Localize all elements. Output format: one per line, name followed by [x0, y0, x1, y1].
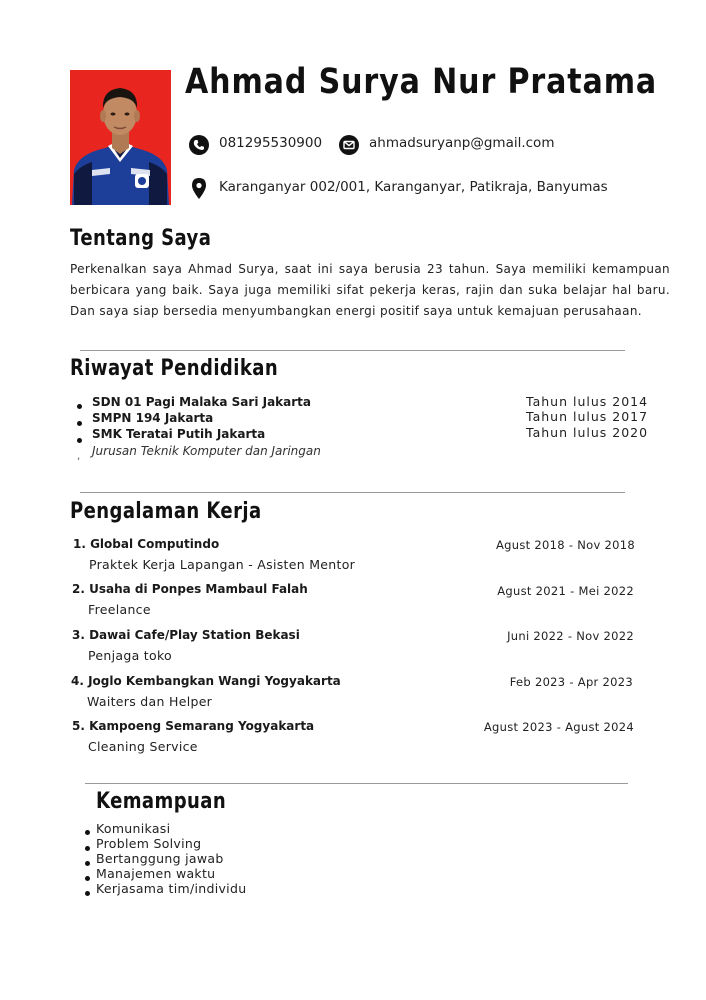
job-role: Freelance — [88, 602, 151, 617]
work-heading: Pengalaman Kerja — [70, 499, 262, 524]
education-year: Tahun lulus 2020 — [526, 425, 649, 440]
job-role: Penjaga toko — [88, 648, 172, 663]
skill-item: Kerjasama tim/individu — [96, 881, 247, 896]
job-date: Agust 2018 - Nov 2018 — [495, 538, 635, 552]
job-role: Cleaning Service — [88, 739, 198, 754]
section-divider — [85, 783, 628, 784]
job-title: 4. Joglo Kembangkan Wangi Yogyakarta — [71, 674, 341, 688]
bullet-icon — [85, 846, 90, 851]
section-divider — [80, 492, 625, 493]
job-date: Juni 2022 - Nov 2022 — [507, 629, 634, 643]
education-major: Jurusan Teknik Komputer dan Jaringan — [92, 444, 321, 458]
phone-icon — [189, 135, 209, 155]
comma-mark: , — [77, 451, 81, 462]
home-address: Karanganyar 002/001, Karanganyar, Patikraja, Banyumas — [219, 179, 608, 195]
education-heading: Riwayat Pendidikan — [70, 356, 279, 381]
job-title: 5. Kampoeng Semarang Yogyakarta — [72, 719, 315, 733]
job-date: Agust 2023 - Agust 2024 — [483, 720, 634, 734]
skill-item: Manajemen waktu — [96, 866, 216, 881]
job-title: 1. Global Computindo — [73, 537, 220, 551]
skill-item: Problem Solving — [96, 836, 202, 851]
email-address: ahmadsuryanp@gmail.com — [369, 135, 555, 151]
about-heading: Tentang Saya — [70, 226, 212, 251]
bullet-icon — [77, 421, 82, 426]
email-icon — [339, 135, 359, 155]
phone-number: 081295530900 — [219, 135, 323, 151]
bullet-icon — [85, 830, 90, 835]
bullet-icon — [77, 404, 82, 409]
skill-item: Komunikasi — [96, 821, 171, 836]
job-role: Praktek Kerja Lapangan - Asisten Mentor — [89, 557, 356, 572]
job-title: 3. Dawai Cafe/Play Station Bekasi — [72, 628, 300, 642]
skill-item: Bertanggung jawab — [96, 851, 224, 866]
portrait-illustration — [70, 70, 171, 205]
section-divider — [80, 350, 625, 351]
bullet-icon — [77, 438, 82, 443]
education-school: SMK Teratai Putih Jakarta — [92, 427, 266, 441]
job-date: Agust 2021 - Mei 2022 — [497, 584, 634, 598]
education-year: Tahun lulus 2014 — [526, 394, 649, 409]
candidate-name: Ahmad Surya Nur Pratama — [185, 62, 658, 102]
bullet-icon — [85, 861, 90, 866]
profile-photo — [70, 70, 171, 205]
about-text: Perkenalkan saya Ahmad Surya, saat ini saya berusia 23 tahun. Saya memiliki kemampuan berbicara yang baik. Saya juga memiliki sifat pekerja keras, rajin dan suka belajar hal baru. Dan saya siap bersedia menyumbangkan energi positif saya untuk kemajuan perusahaan. — [70, 262, 670, 318]
education-school: SDN 01 Pagi Malaka Sari Jakarta — [92, 395, 311, 409]
skills-heading: Kemampuan — [96, 789, 227, 814]
education-school: SMPN 194 Jakarta — [92, 411, 214, 425]
bullet-icon — [85, 891, 90, 896]
job-title: 2. Usaha di Ponpes Mambaul Falah — [72, 582, 308, 596]
bullet-icon — [85, 876, 90, 881]
location-pin-icon — [190, 177, 208, 201]
education-year: Tahun lulus 2017 — [526, 409, 649, 424]
job-date: Feb 2023 - Apr 2023 — [509, 675, 633, 689]
job-role: Waiters dan Helper — [87, 694, 213, 709]
